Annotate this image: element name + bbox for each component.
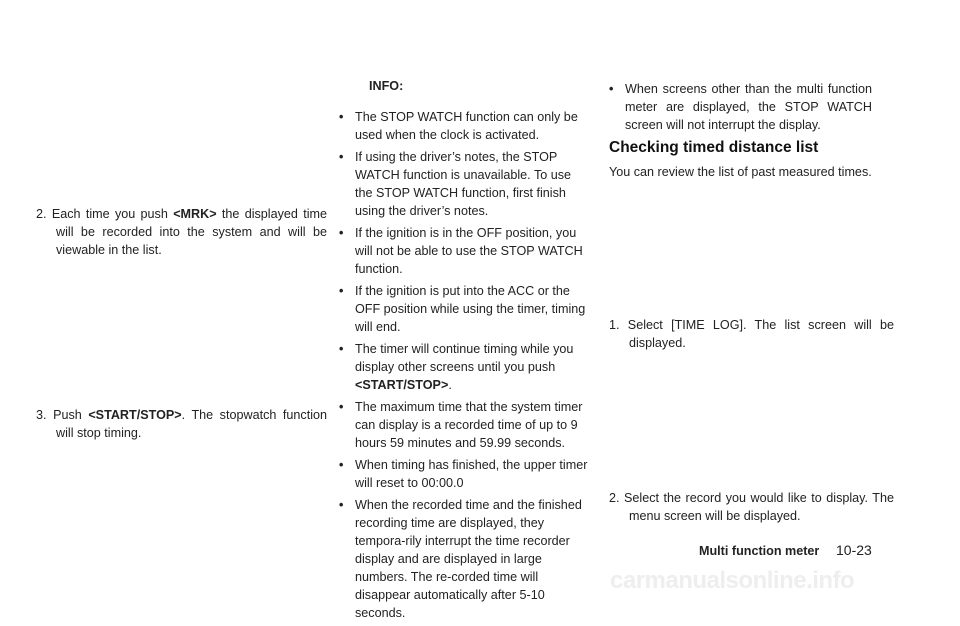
list-item <box>339 224 590 278</box>
bullet-text: When screens other than the multi function meter are displayed, the STOP WATCH screen will not interrupt the display. <box>625 82 872 132</box>
step-1-number: 1. <box>609 318 620 332</box>
bullet-glyph: • <box>339 400 344 414</box>
step-3-text-pre: Push <box>53 408 82 422</box>
footer-section-title: Multi function meter <box>699 544 820 558</box>
bullet-text: The maximum time that the system timer can display is a recorded time of up to 9 hours 59 minutes and 59.99 seconds. <box>355 400 583 450</box>
list-item <box>339 398 590 452</box>
bullet-glyph: • <box>339 498 344 512</box>
step-2-text-pre: Each time you push <box>51 207 168 221</box>
step-3-number: 3. <box>36 408 47 422</box>
bullet-text: If the ignition is in the OFF position, you will not be able to use the STOP WATCH function. <box>355 226 583 276</box>
list-item <box>609 80 872 134</box>
list-item <box>339 340 590 394</box>
list-item <box>339 282 590 336</box>
mrk-key-label: <MRK> <box>173 207 217 221</box>
page-number: 10-23 <box>836 542 872 558</box>
list-item <box>339 108 590 144</box>
start-stop-key-label: <START/STOP> <box>88 408 182 422</box>
info-bullet-list <box>339 108 590 626</box>
step-2-list <box>609 489 894 525</box>
bullet-glyph: • <box>609 82 614 96</box>
step-2-number: 2. <box>609 491 620 505</box>
list-item <box>339 148 590 220</box>
bullet-glyph: • <box>339 226 344 240</box>
bullet-glyph: • <box>339 342 344 356</box>
step-3-text-post: . The stopwatch function will stop timing. <box>56 408 328 440</box>
bullet-end-punct: . <box>448 378 452 392</box>
bullet-glyph: • <box>339 110 344 124</box>
bullet-text: When the recorded time and the finished recording time are displayed, they tempora-rily interrupt the time recorder display and are displayed in large numbers. The re-corded time will disappear automatically after 5-10 seconds. <box>355 498 582 620</box>
bullet-text: If the ignition is put into the ACC or the OFF position while using the timer, timing will end. <box>355 284 586 334</box>
list-item <box>339 496 590 622</box>
step-2 <box>36 205 327 259</box>
step-1-text: Select [TIME LOG]. The list screen will be displayed. <box>627 318 895 350</box>
step-2-text-post: the displayed time will be recorded into the system and will be viewable in the list. <box>56 207 328 257</box>
section-intro: You can review the list of past measured times. <box>609 165 872 179</box>
info-heading: INFO: <box>369 79 404 93</box>
bullet-text-with-key <box>355 340 590 394</box>
start-stop-key-label: <START/STOP> <box>355 378 449 392</box>
step-2-text: Select the record you would like to display. The menu screen will be displayed. <box>624 491 895 523</box>
step-2-number: 2. <box>36 207 47 221</box>
bullet-text: If using the driver’s notes, the STOP WATCH function is unavailable. To use the STOP WATCH function, first finish using the driver’s notes. <box>355 150 572 218</box>
bullet-text: The timer will continue timing while you display other screens until you push <box>355 342 574 374</box>
bullet-glyph: • <box>339 284 344 298</box>
bullet-text: The STOP WATCH function can only be used when the clock is activated. <box>355 110 578 142</box>
list-item <box>339 456 590 492</box>
step-1 <box>609 316 894 352</box>
section-heading: Checking timed distance list <box>609 139 819 156</box>
bullet-glyph: • <box>339 150 344 164</box>
bullet-glyph: • <box>339 458 344 472</box>
step-3 <box>36 406 327 442</box>
watermark: carmanualsonline.info <box>610 567 855 594</box>
bullet-text: When timing has finished, the upper timer will reset to 00:00.0 <box>355 458 588 490</box>
